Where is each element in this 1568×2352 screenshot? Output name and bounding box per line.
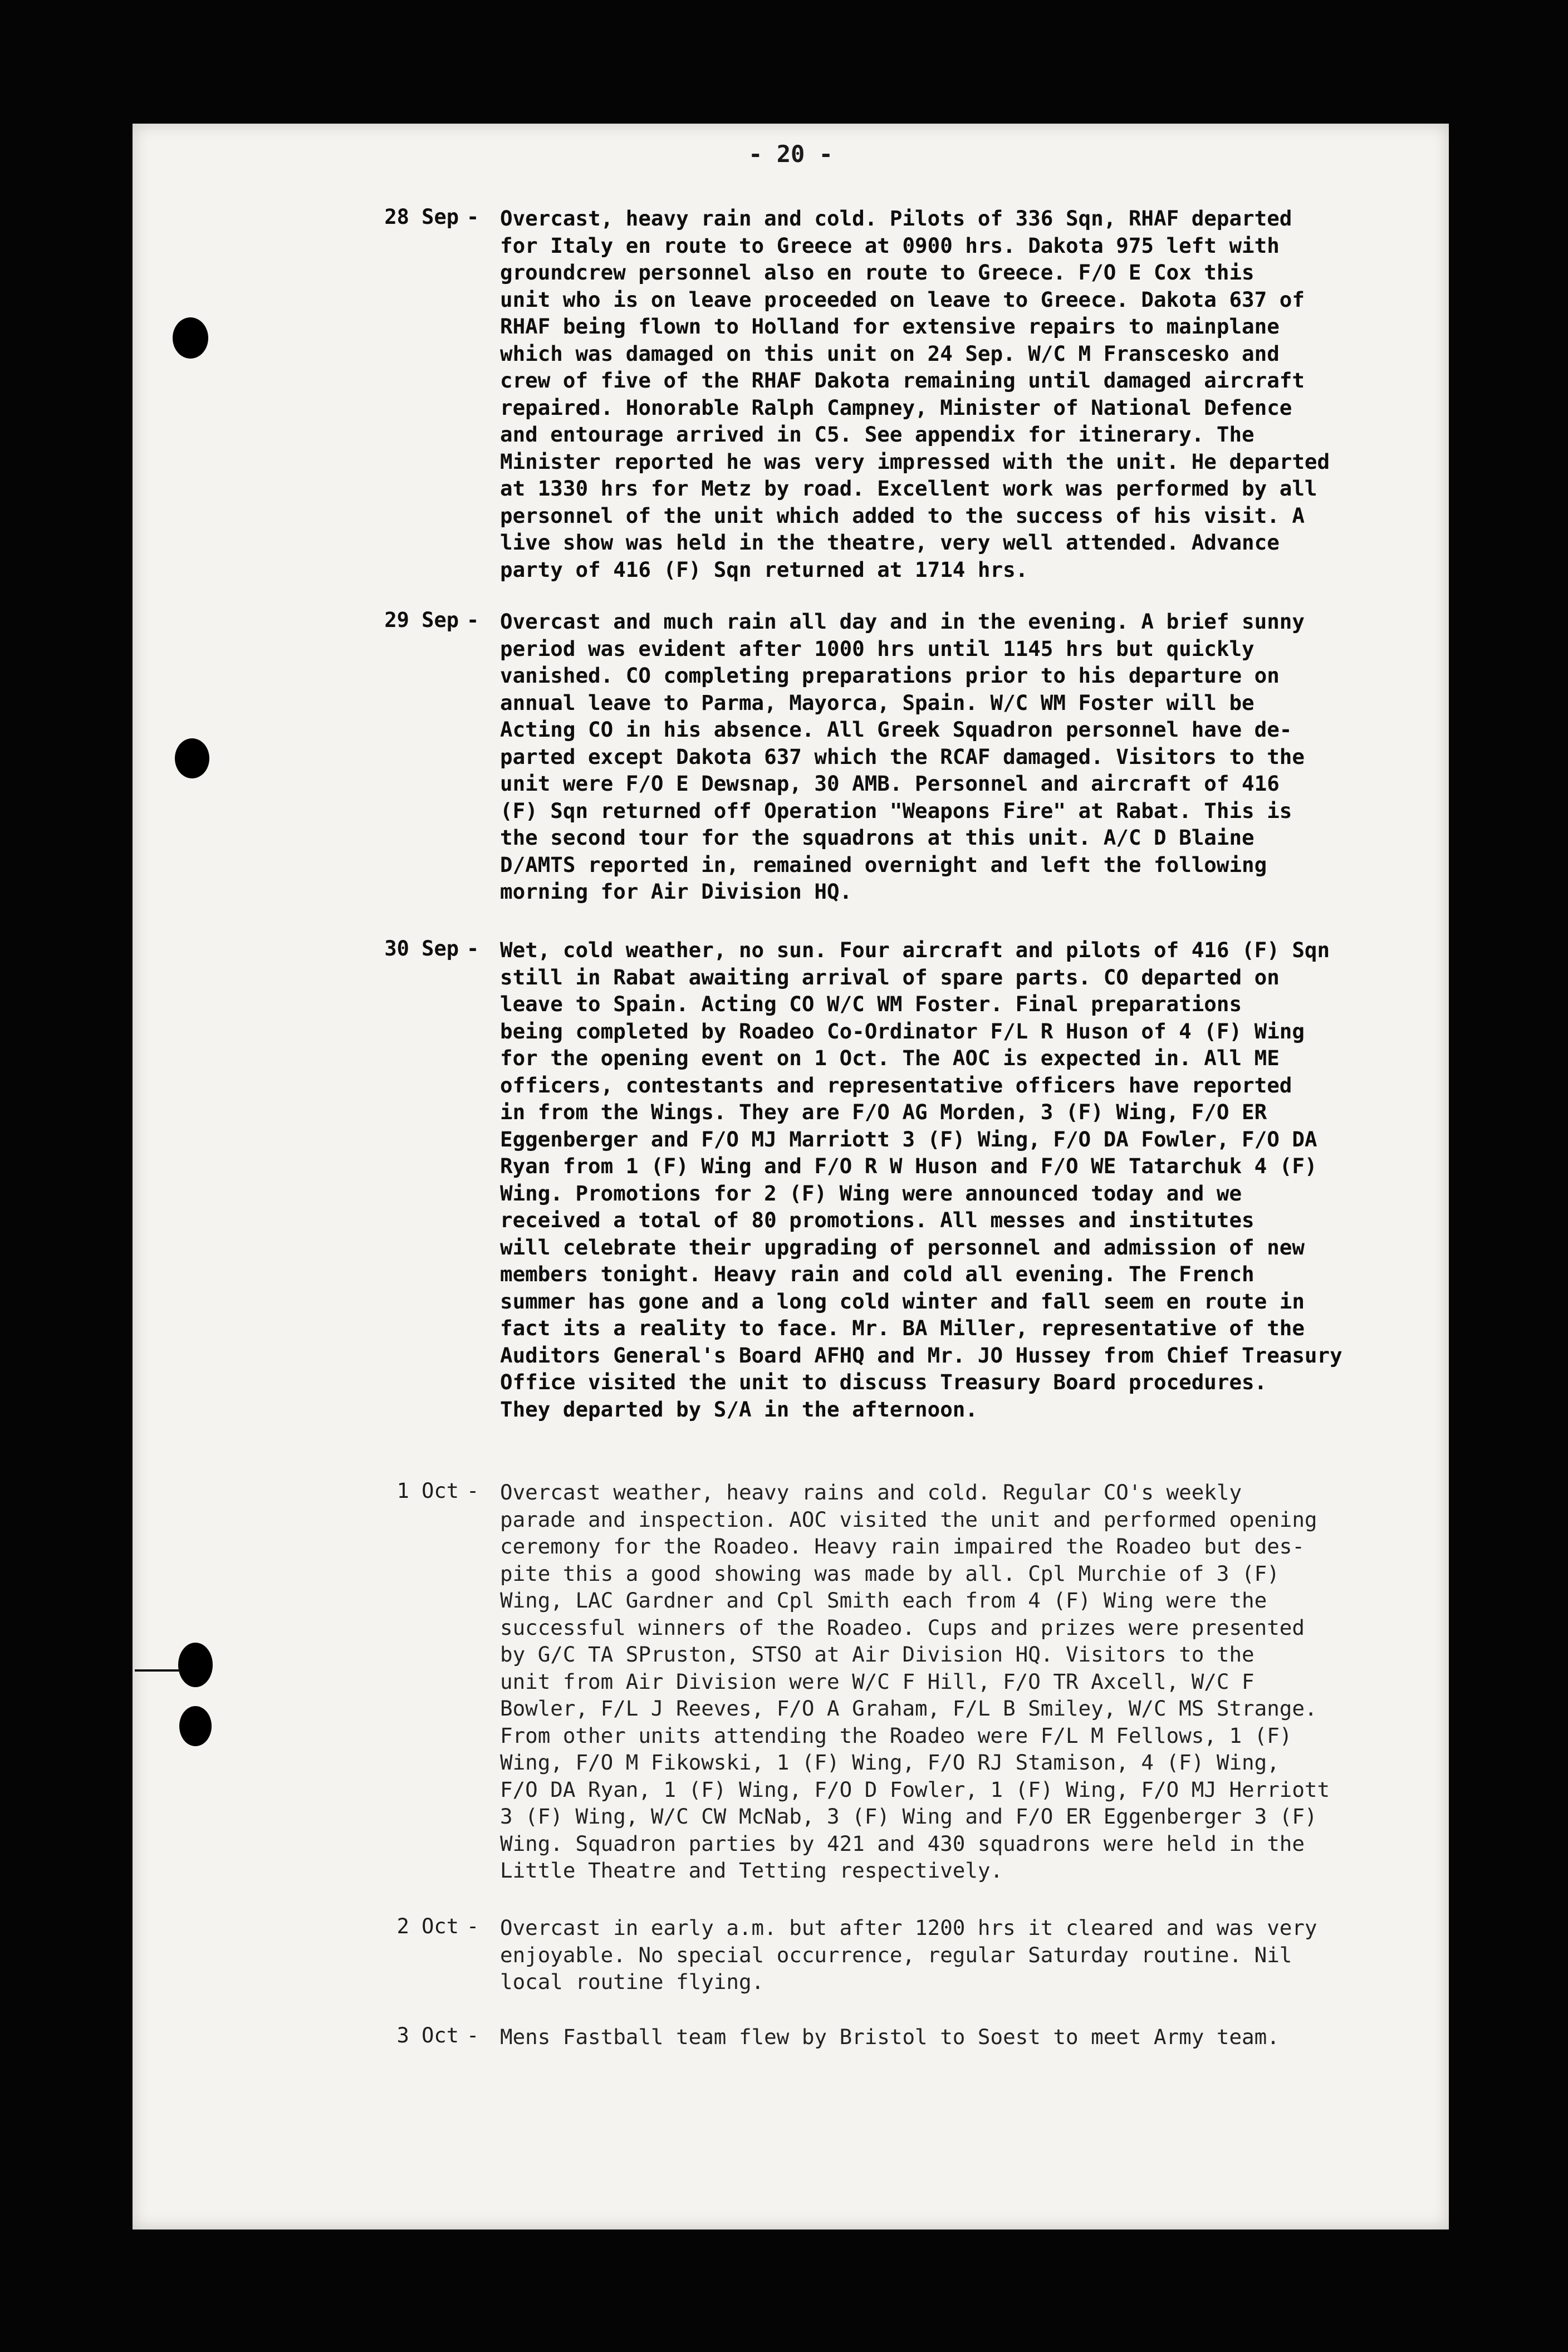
entry-text: Overcast and much rain all day and in the evening. A brief sunny period was evident after 1000 hrs until 1145 hrs but quickly vanished. CO completing preparations prior to his departure on annual leave to Parma, Mayorca, Spain. W/C WM Foster will be Acting CO in his absence. All Greek Squadron personnel have de- parted except Dakota 637 which the RCAF damaged. Visitors to the unit were F/O E Dewsnap, 30 AMB. Personnel and aircraft of 416 (F) Sqn returned off Operation "Weapons Fire" at Rabat. This is the second tour for the squadrons at this unit. A/C D Blaine D/AMTS reported in, remained overnight and left the following morning for Air Division HQ.	[500, 609, 1305, 904]
page-number: - 20 -	[748, 140, 833, 168]
entry-date: 2 Oct	[396, 1914, 459, 1938]
entry-date: 3 Oct	[396, 2023, 459, 2047]
entry-dash: -	[467, 2023, 479, 2047]
entry-text: Overcast weather, heavy rains and cold. Regular CO's weekly parade and inspection. AOC visited the unit and performed opening ceremony for the Roadeo. Heavy rain impaired the Roadeo but des- pite this a good showing was made by all. Cpl Murchie of 3 (F) Wing, LAC Gardner and Cpl Smith each from 4 (F) Wing were the successful winners of the Roadeo. Cups and prizes were presented by G/C TA SPruston, STSO at Air Division HQ. Visitors to the unit from Air Division were W/C F Hill, F/O TR Axcell, W/C F Bowler, F/L J Reeves, F/O A Graham, F/L B Smiley, W/C MS Strange. From other units attending the Roadeo were F/L M Fellows, 1 (F) Wing, F/O M Fikowski, 1 (F) Wing, F/O RJ Stamison, 4 (F) Wing, F/O DA Ryan, 1 (F) Wing, F/O D Fowler, 1 (F) Wing, F/O MJ Herriott 3 (F) Wing, W/C CW McNab, 3 (F) Wing and F/O ER Eggenberger 3 (F) Wing. Squadron parties by 421 and 430 squadrons were held in the Little Theatre and Tetting respectively.	[500, 1480, 1330, 1883]
entry-date: 28 Sep	[384, 205, 459, 229]
entry-dash: -	[467, 937, 479, 961]
punch-hole	[179, 1706, 212, 1746]
entry-dash: -	[467, 205, 479, 229]
margin-mark	[135, 1669, 180, 1672]
entry-text: Overcast in early a.m. but after 1200 hrs it cleared and was very enjoyable. No special occurrence, regular Saturday routine. Nil local routine flying.	[500, 1915, 1317, 1994]
entry-date: 29 Sep	[384, 608, 459, 632]
punch-hole	[173, 317, 208, 359]
entry-text: Wet, cold weather, no sun. Four aircraft and pilots of 416 (F) Sqn still in Rabat awaiting arrival of spare parts. CO departed on leave to Spain. Acting CO W/C WM Foster. Final preparations being completed by Roadeo Co-Ordinator F/L R Huson of 4 (F) Wing for the opening event on 1 Oct. The AOC is expected in. All ME officers, contestants and representative officers have reported in from the Wings. They are F/O AG Morden, 3 (F) Wing, F/O ER Eggenberger and F/O MJ Marriott 3 (F) Wing, F/O DA Fowler, F/O DA Ryan from 1 (F) Wing and F/O R W Huson and F/O WE Tatarchuk 4 (F) Wing. Promotions for 2 (F) Wing were announced today and we received a total of 80 promotions. All messes and institutes will celebrate their upgrading of personnel and admission of new members tonight. Heavy rain and cold all evening. The French summer has gone and a long cold winter and fall seem en route in fact its a reality to face. Mr. BA Miller, representative of the Auditors General's Board AFHQ and Mr. JO Hussey from Chief Treasury Office visited the unit to discuss Treasury Board procedures. They departed by S/A in the afternoon.	[500, 938, 1342, 1422]
document-page	[133, 124, 1449, 2230]
entry-date: 30 Sep	[384, 937, 459, 961]
entry-text: Mens Fastball team flew by Bristol to Soest to meet Army team.	[500, 2025, 1280, 2049]
entry-dash: -	[467, 1479, 479, 1503]
entry-text: Overcast, heavy rain and cold. Pilots of 336 Sqn, RHAF departed for Italy en route to Greece at 0900 hrs. Dakota 975 left with groundcrew personnel also en route to Greece. F/O E Cox this unit who is on leave proceeded on leave to Greece. Dakota 637 of RHAF being flown to Holland for extensive repairs to mainplane which was damaged on this unit on 24 Sep. W/C M Franscesko and crew of five of the RHAF Dakota remaining until damaged aircraft repaired. Honorable Ralph Campney, Minister of National Defence and entourage arrived in C5. See appendix for itinerary. The Minister reported he was very impressed with the unit. He departed at 1330 hrs for Metz by road. Excellent work was performed by all personnel of the unit which added to the success of his visit. A live show was held in the theatre, very well attended. Advance party of 416 (F) Sqn returned at 1714 hrs.	[500, 206, 1330, 582]
entry-date: 1 Oct	[396, 1479, 459, 1503]
entry-dash: -	[467, 1914, 479, 1938]
entry-dash: -	[467, 608, 479, 632]
punch-hole	[178, 1643, 213, 1687]
punch-hole	[175, 738, 209, 778]
